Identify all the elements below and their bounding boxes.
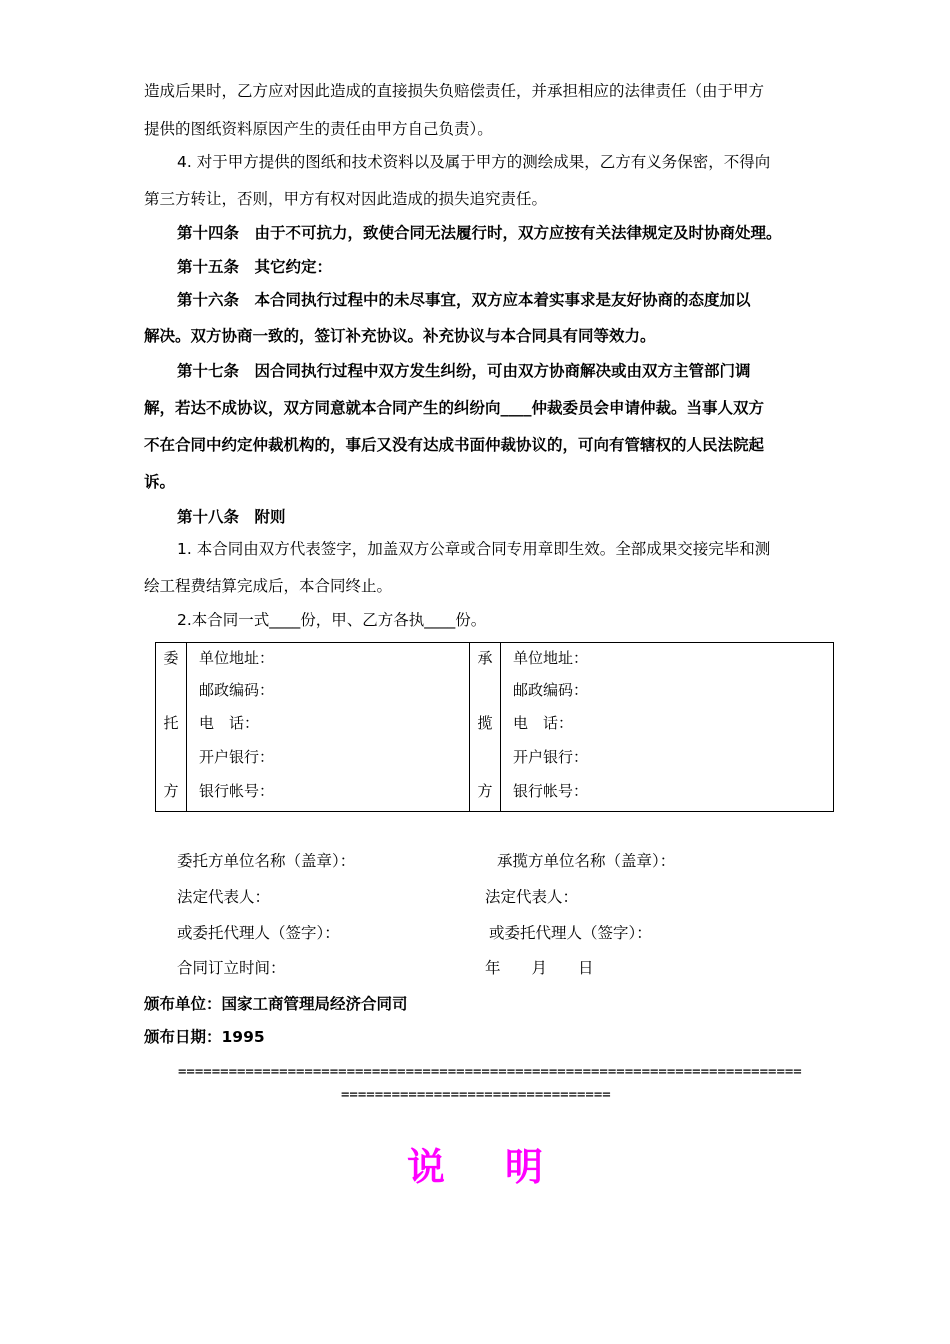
paragraph-line: 绘工程费结算完成后，本合同终止。 — [144, 577, 393, 595]
contractor-account: 银行帐号： — [513, 782, 589, 800]
article-16-cont: 解决。双方协商一致的，签订补充协议。补充协议与本合同具有同等效力。 — [144, 327, 656, 345]
contractor-label-char: 方 — [477, 782, 493, 800]
separator-line: ========================================================================== — [178, 1064, 802, 1080]
client-postcode: 邮政编码： — [199, 681, 275, 699]
contractor-label-column — [470, 643, 501, 812]
contractor-fields — [501, 643, 834, 812]
contractor-label-char: 承 — [477, 649, 493, 667]
article-16: 第十六条 本合同执行过程中的未尽事宜，双方应本着实事求是友好协商的态度加以 — [177, 291, 751, 309]
section-heading: 说明 — [406, 1145, 603, 1189]
paragraph-line: 提供的图纸资料原因产生的责任由甲方自己负责）。 — [144, 120, 493, 138]
contractor-postcode: 邮政编码： — [513, 681, 589, 699]
client-legal-rep: 法定代表人： — [177, 888, 271, 906]
separator-line: ================================ — [341, 1087, 611, 1103]
client-bank: 开户银行： — [199, 748, 275, 766]
contract-date-value: 年 月 日 — [485, 959, 594, 977]
paragraph-line: 造成后果时，乙方应对因此造成的直接损失负赔偿责任，并承担相应的法律责任（由于甲方 — [144, 82, 765, 100]
contract-date-label: 合同订立时间： — [177, 959, 286, 977]
contractor-signature-name: 承揽方单位名称（盖章）： — [497, 852, 676, 870]
article-17: 第十七条 因合同执行过程中双方发生纠纷，可由双方协商解决或由双方主管部门调 — [177, 362, 751, 380]
issuer: 颁布单位：国家工商管理局经济合同司 — [144, 995, 408, 1013]
paragraph-line: 第三方转让，否则，甲方有权对因此造成的损失追究责任。 — [144, 190, 548, 208]
client-account: 银行帐号： — [199, 782, 275, 800]
contractor-bank: 开户银行： — [513, 748, 589, 766]
paragraph-line: 4. 对于甲方提供的图纸和技术资料以及属于甲方的测绘成果，乙方有义务保密，不得向 — [177, 153, 771, 171]
client-address: 单位地址： — [199, 649, 275, 667]
client-signature-name: 委托方单位名称（盖章）： — [177, 852, 356, 870]
article-15: 第十五条 其它约定： — [177, 258, 333, 276]
parties-table — [155, 642, 834, 812]
client-phone: 电 话： — [199, 714, 260, 732]
contractor-label-char: 揽 — [477, 714, 493, 732]
contractor-address: 单位地址： — [513, 649, 589, 667]
article-17-cont: 解，若达不成协议，双方同意就本合同产生的纠纷向____仲裁委员会申请仲裁。当事人双方 — [144, 399, 765, 417]
client-label-char: 委 — [163, 649, 179, 667]
contractor-phone: 电 话： — [513, 714, 574, 732]
issue-date: 颁布日期：1995 — [144, 1028, 265, 1046]
article-18: 第十八条 附则 — [177, 508, 286, 526]
client-label-char: 托 — [163, 714, 179, 732]
client-label-char: 方 — [163, 782, 179, 800]
article-14: 第十四条 由于不可抗力，致使合同无法履行时，双方应按有关法律规定及时协商处理。 — [177, 224, 782, 242]
contractor-legal-rep: 法定代表人： — [485, 888, 579, 906]
client-agent: 或委托代理人（签字）： — [177, 924, 340, 942]
article-17-cont: 诉。 — [144, 473, 176, 491]
contractor-agent: 或委托代理人（签字）： — [489, 924, 652, 942]
article-17-cont: 不在合同中约定仲裁机构的，事后又没有达成书面仲裁协议的，可向有管辖权的人民法院起 — [144, 436, 765, 454]
client-label-column — [156, 643, 187, 812]
client-fields — [187, 643, 470, 812]
paragraph-line: 2.本合同一式____份，甲、乙方各执____份。 — [177, 611, 487, 629]
paragraph-line: 1. 本合同由双方代表签字，加盖双方公章或合同专用章即生效。全部成果交接完毕和测 — [177, 540, 771, 558]
